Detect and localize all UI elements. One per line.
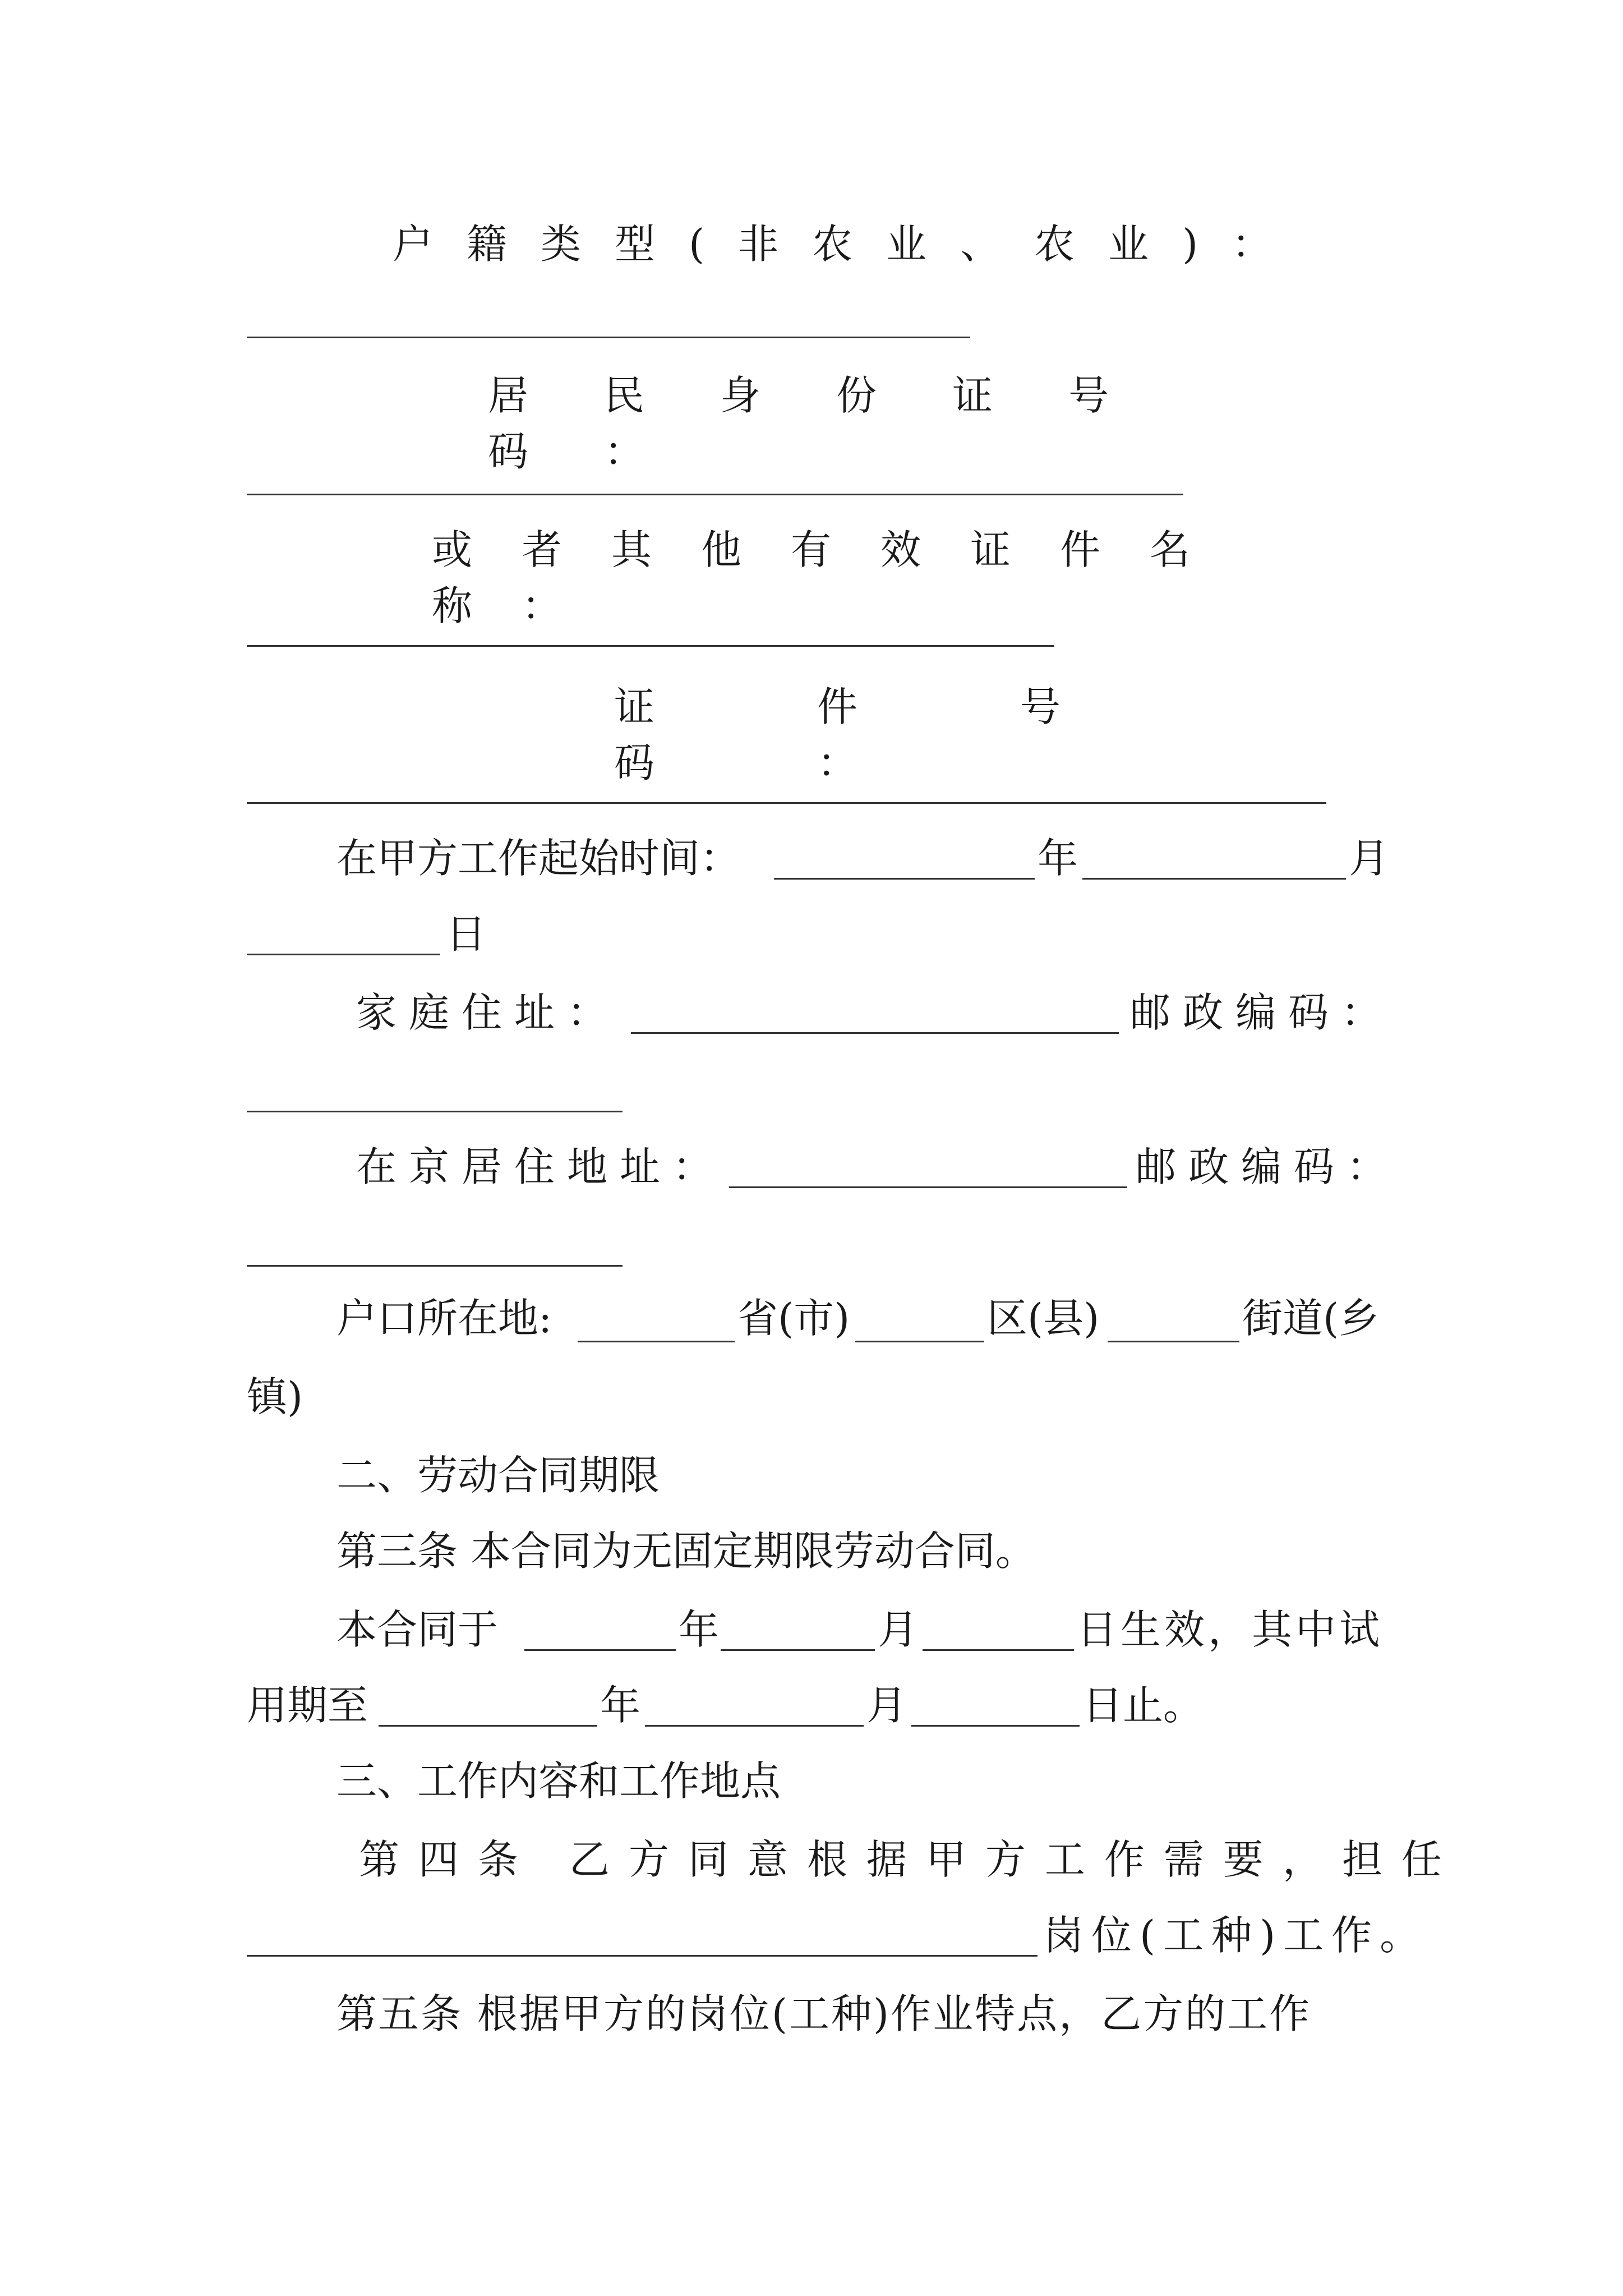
article4-line1: 第四条 乙方同意根据甲方工作需要，担任 — [359, 1836, 1461, 1883]
probation-prefix: 用期至 — [247, 1682, 368, 1729]
article4-line2: 岗位(工种)工作。 — [1043, 1912, 1428, 1959]
beijing-address-label: 在京居住地址： — [356, 1143, 726, 1190]
hukou-location-label: 户口所在地: — [336, 1295, 552, 1342]
start-month-unit: 月 — [1349, 835, 1390, 882]
article5-text: 第五条 根据甲方的岗位(工种)作业特点，乙方的工作 — [336, 1990, 1312, 2037]
section2-title: 二、劳动合同期限 — [336, 1452, 660, 1499]
probation-day-blank[interactable] — [911, 1725, 1080, 1727]
hukou-type-label — [393, 216, 1374, 272]
cert-number-label: 证件号码： — [614, 683, 1224, 786]
start-time-label: 在甲方工作起始时间： — [336, 835, 741, 882]
start-year-unit: 年 — [1038, 835, 1078, 882]
article3-text: 第三条 本合同为无固定期限劳动合同。 — [336, 1527, 1036, 1575]
other-cert-label: 或者其他有效证件名称： — [432, 526, 1240, 629]
start-month-blank[interactable] — [1082, 878, 1346, 880]
probation-month-unit: 月 — [866, 1682, 907, 1729]
probation-end: 日止。 — [1082, 1682, 1204, 1729]
hukou-district-blank[interactable] — [855, 1341, 984, 1342]
other-cert-blank[interactable] — [247, 645, 1054, 647]
hukou-province-unit: 省(市) — [737, 1295, 850, 1342]
effective-day-suffix: 日生效，其中试 — [1077, 1606, 1384, 1653]
effective-month-blank[interactable] — [721, 1649, 875, 1651]
hukou-town-unit: 镇) — [247, 1373, 303, 1420]
beijing-address-blank[interactable] — [729, 1186, 1127, 1188]
hukou-type-text: 户籍类型(非农业、农业)： — [393, 220, 1306, 268]
cert-number-blank[interactable] — [247, 802, 1326, 804]
probation-year-unit: 年 — [600, 1682, 641, 1729]
start-day-unit: 日 — [446, 910, 487, 958]
effective-year-blank[interactable] — [524, 1649, 676, 1651]
effective-month-unit: 月 — [878, 1606, 919, 1653]
effective-prefix: 本合同于 — [336, 1606, 499, 1653]
hukou-type-blank[interactable] — [247, 337, 970, 338]
hukou-street-unit: 街道(乡 — [1242, 1295, 1380, 1342]
beijing-postcode-label: 邮政编码： — [1136, 1143, 1400, 1190]
home-address-label: 家庭住址： — [356, 989, 620, 1036]
home-postcode-label: 邮政编码： — [1130, 989, 1394, 1036]
start-year-blank[interactable] — [774, 878, 1035, 880]
article4-position-blank[interactable] — [247, 1955, 1038, 1957]
section3-title: 三、工作内容和工作地点 — [336, 1757, 781, 1805]
probation-month-blank[interactable] — [645, 1725, 864, 1727]
probation-year-blank[interactable] — [379, 1725, 597, 1727]
home-address-blank[interactable] — [631, 1032, 1119, 1034]
hukou-province-blank[interactable] — [578, 1341, 735, 1342]
beijing-postcode-blank[interactable] — [247, 1265, 623, 1267]
hukou-street-blank[interactable] — [1108, 1341, 1239, 1342]
id-number-blank[interactable] — [247, 494, 1183, 495]
id-number-label: 居民身份证号码： — [488, 372, 1185, 475]
hukou-district-unit: 区(县) — [987, 1295, 1100, 1342]
effective-day-blank[interactable] — [923, 1649, 1074, 1651]
effective-year-unit: 年 — [679, 1606, 720, 1653]
start-day-blank[interactable] — [247, 954, 440, 955]
home-postcode-blank[interactable] — [247, 1111, 623, 1112]
